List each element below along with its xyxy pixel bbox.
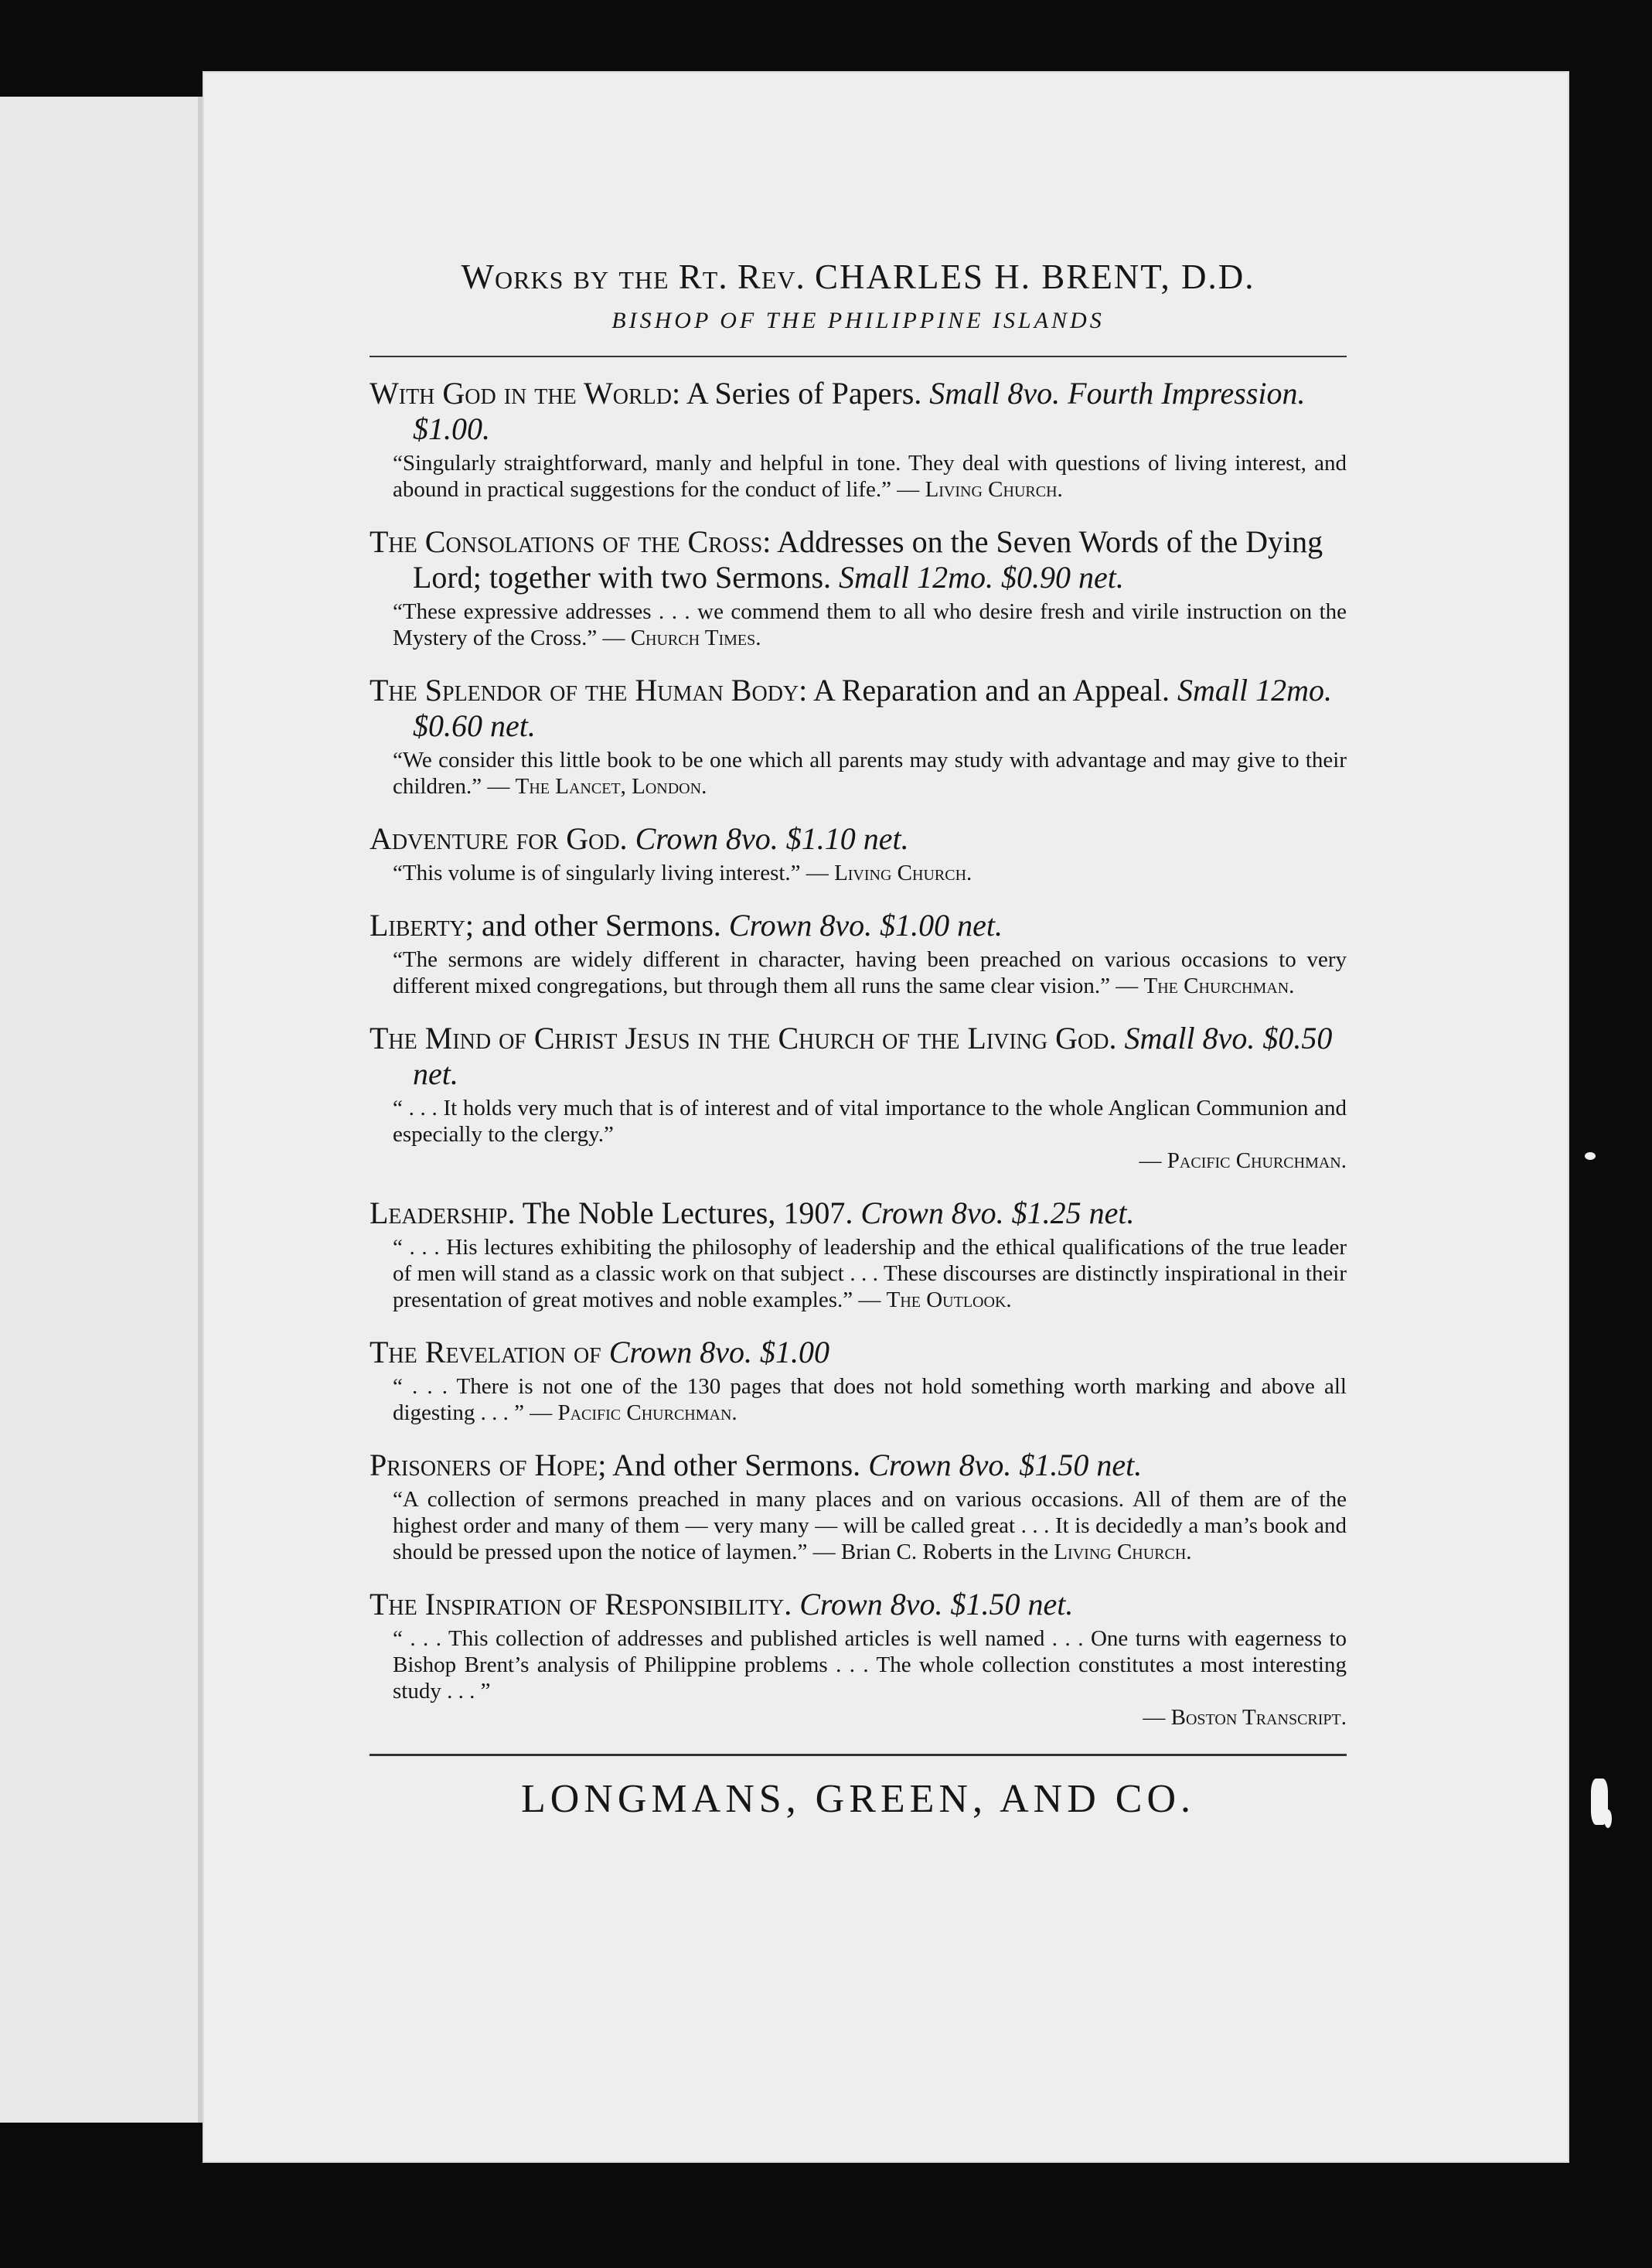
book-heading (370, 1021, 1347, 1092)
quote-text: “These expressive addresses . . . we commend them to all who desire fresh and virile instruction on the Mystery of the Cross.” — (393, 599, 1347, 650)
book-pub-info: Crown 8vo. $1.50 net. (860, 1448, 1143, 1482)
quote-source: Living Church. (834, 861, 972, 885)
book-pub-info: Small 8vo. Fourth Impression. $1.00. (413, 376, 1306, 446)
quote-text: “The sermons are widely different in character, having been preached on various occasions to very different mixed congregations, but through them all runs the same clear vision.” — (393, 947, 1347, 998)
book-title: The Revelation of (370, 1335, 601, 1369)
book-title: Liberty; (370, 908, 474, 943)
book-description: A Series of Papers. (680, 376, 922, 411)
book-heading (370, 1587, 1347, 1622)
page-content (370, 257, 1347, 1822)
book-title: Leadership. (370, 1195, 516, 1230)
page-header (370, 257, 1347, 297)
book-heading (370, 1195, 1347, 1231)
review-quote (370, 1486, 1347, 1565)
quote-text: “This volume is of singularly living interest.” — (393, 861, 835, 885)
book-title: The Splendor of the Human Body: (370, 673, 808, 708)
book-description (601, 1335, 609, 1369)
quote-text: “We consider this little book to be one which all parents may study with advantage and may give to their children.” — (393, 748, 1347, 799)
book-heading (370, 821, 1347, 857)
book-entry (370, 821, 1347, 886)
review-quote (370, 747, 1347, 800)
book-entry (370, 1335, 1347, 1426)
header-prefix: Works by the Rt. Rev. (461, 257, 806, 296)
review-quote (370, 946, 1347, 999)
book-pub-info: Crown 8vo. $1.00 (608, 1335, 829, 1369)
book-title: The Consolations of the Cross: (370, 524, 772, 559)
book-heading (370, 1448, 1347, 1483)
book-title: The Mind of Christ Jesus in the Church of the Living God. (370, 1021, 1117, 1056)
book-pub-info: Crown 8vo. $1.50 net. (792, 1587, 1074, 1622)
book-pub-info: Crown 8vo. $1.10 net. (627, 821, 909, 856)
quote-text: “ . . . This collection of addresses and published articles is well named . . . One turns with eagerness to Bishop Brent’s analysis of Philippine problems . . . The whole collection constitutes a most interesting study . . . ” (393, 1626, 1347, 1704)
review-quote (370, 450, 1347, 503)
scan-speck (1604, 1809, 1612, 1828)
book-pub-info: Crown 8vo. $1.25 net. (853, 1195, 1135, 1230)
book-title: With God in the World: (370, 376, 681, 411)
header-rule (370, 356, 1347, 357)
review-quote (370, 599, 1347, 651)
review-quote (370, 1373, 1347, 1426)
book-entry (370, 673, 1347, 800)
review-quote (370, 1625, 1347, 1731)
advertisement-page (203, 71, 1569, 2163)
quote-source: The Churchman. (1143, 974, 1295, 998)
author-subtitle: BISHOP OF THE PHILIPPINE ISLANDS (611, 308, 1105, 333)
book-description: The Noble Lectures, 1907. (515, 1195, 853, 1230)
quote-text: “A collection of sermons preached in many places and on various occasions. All of them are of the highest order and many of them — very many — will be called great . . . It is decidedly a man’s book and should be pressed upon the notice of laymen.” — Brian C. Roberts in the (393, 1487, 1347, 1564)
book-entry (370, 1021, 1347, 1174)
quote-source: Church Times. (630, 626, 761, 650)
facing-page (0, 97, 203, 2123)
review-quote (370, 1095, 1347, 1174)
book-list (370, 376, 1347, 1731)
review-quote (370, 1234, 1347, 1313)
quote-source: Living Church. (925, 477, 1063, 502)
book-title: The Inspiration of Responsibility. (370, 1587, 792, 1622)
publisher-name: LONGMANS, GREEN, AND CO. (520, 1777, 1196, 1821)
book-pub-info: Small 8vo. $0.50 net. (413, 1021, 1333, 1091)
book-description: A Reparation and an Appeal. (807, 673, 1170, 708)
quote-text: “Singularly straightforward, manly and helpful in tone. They deal with questions of living interest, and abound in practical suggestions for the conduct of life.” — (393, 451, 1347, 502)
quote-source: — Pacific Churchman. (1139, 1148, 1347, 1173)
book-heading (370, 524, 1347, 595)
book-pub-info: Small 12mo. $0.90 net. (831, 560, 1124, 595)
book-heading (370, 908, 1347, 943)
book-entry (370, 376, 1347, 503)
book-heading (370, 1335, 1347, 1370)
book-title: Prisoners of Hope; (370, 1448, 607, 1482)
author-name: CHARLES H. BRENT, D.D. (815, 257, 1255, 296)
scan-speck (1585, 1152, 1596, 1160)
quote-source: — Boston Transcript. (1143, 1705, 1347, 1730)
book-pub-info: Small 12mo. $0.60 net. (413, 673, 1333, 743)
book-description: and other Sermons. (473, 908, 721, 943)
book-heading (370, 673, 1347, 744)
review-quote (370, 860, 1347, 886)
book-entry (370, 1587, 1347, 1731)
book-entry (370, 1195, 1347, 1313)
quote-source: The Lancet, London. (515, 774, 707, 799)
book-entry (370, 1448, 1347, 1565)
quote-text: “ . . . It holds very much that is of interest and of vital importance to the whole Anglican Communion and especially to the clergy.” (393, 1096, 1347, 1147)
quote-source: Pacific Churchman. (557, 1400, 737, 1425)
quote-text: “ . . . His lectures exhibiting the philosophy of leadership and the ethical qualifications of the true leader of men will stand as a classic work on that subject . . . These discourses are distinctly inspirational in their presentation of great motives and noble examples.” — (393, 1235, 1347, 1312)
quote-text: “ . . . There is not one of the 130 pages that does not hold something worth marking and above all digesting . . . ” — (393, 1374, 1347, 1425)
footer-rule (370, 1754, 1347, 1756)
book-entry (370, 908, 1347, 999)
book-description: Addresses on the Seven Words of the Dying Lord; together with two Sermons. (413, 524, 1323, 595)
book-description: And other Sermons. (606, 1448, 861, 1482)
book-title: Adventure for God. (370, 821, 628, 856)
book-entry (370, 524, 1347, 651)
quote-source: Living Church. (1054, 1540, 1192, 1564)
quote-source: The Outlook. (886, 1287, 1012, 1312)
book-heading (370, 376, 1347, 447)
book-pub-info: Crown 8vo. $1.00 net. (720, 908, 1003, 943)
